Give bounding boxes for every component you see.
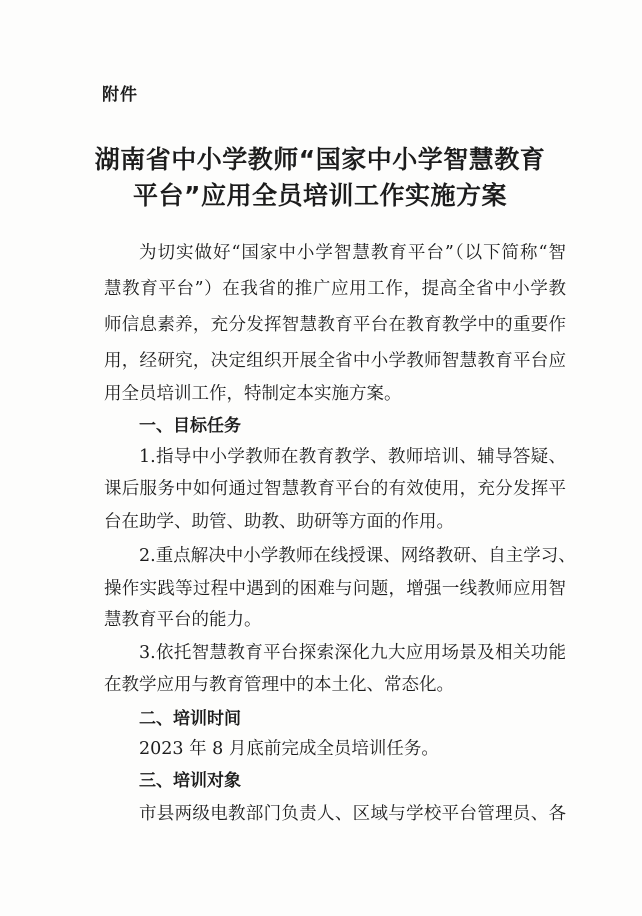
section-3-text: 市县两级电教部门负责人、区域与学校平台管理员、各 — [139, 804, 566, 824]
item-3-line-1: 3.依托智慧教育平台探索深化九大应用场景及相关功能 — [139, 643, 566, 663]
intro-line-5: 用全员培训工作，特制定本实施方案。 — [104, 384, 402, 404]
item-1-line-3: 台在助学、助管、助教、助研等方面的作用。 — [104, 512, 454, 532]
intro-line-3: 师信息素养，充分发挥智慧教育平台在教育教学中的重要作 — [104, 315, 566, 335]
item-3-line-2: 在教学应用与教育管理中的本土化、常态化。 — [104, 675, 454, 695]
item-1-line-2: 课后服务中如何通过智慧教育平台的有效使用，充分发挥平 — [104, 479, 566, 499]
section-2-heading: 二、培训时间 — [139, 709, 241, 729]
attachment-label: 附件 — [102, 85, 138, 105]
intro-line-4: 用，经研究，决定组织开展全省中小学教师智慧教育平台应 — [104, 351, 566, 371]
section-2-text: 2023 年 8 月底前完成全员培训任务。 — [139, 739, 439, 759]
item-2-line-3: 慧教育平台的能力。 — [104, 610, 262, 630]
document-title-line-2: 平台”应用全员培训工作实施方案 — [133, 181, 507, 210]
item-2-line-1: 2.重点解决中小学教师在线授课、网络教研、自主学习、 — [139, 546, 576, 566]
item-1-line-1: 1.指导中小学教师在教育教学、教师培训、辅导答疑、 — [139, 447, 566, 467]
item-2-line-2: 操作实践等过程中遇到的困难与问题，增强一线教师应用智 — [104, 579, 566, 599]
intro-line-2: 慧教育平台”）在我省的推广应用工作，提高全省中小学教 — [104, 279, 566, 299]
document-title-line-1: 湖南省中小学教师“国家中小学智慧教育 — [94, 145, 546, 174]
section-1-heading: 一、目标任务 — [139, 416, 241, 436]
intro-line-1: 为切实做好“国家中小学智慧教育平台”（以下简称“智 — [139, 243, 566, 263]
section-3-heading: 三、培训对象 — [139, 771, 241, 791]
